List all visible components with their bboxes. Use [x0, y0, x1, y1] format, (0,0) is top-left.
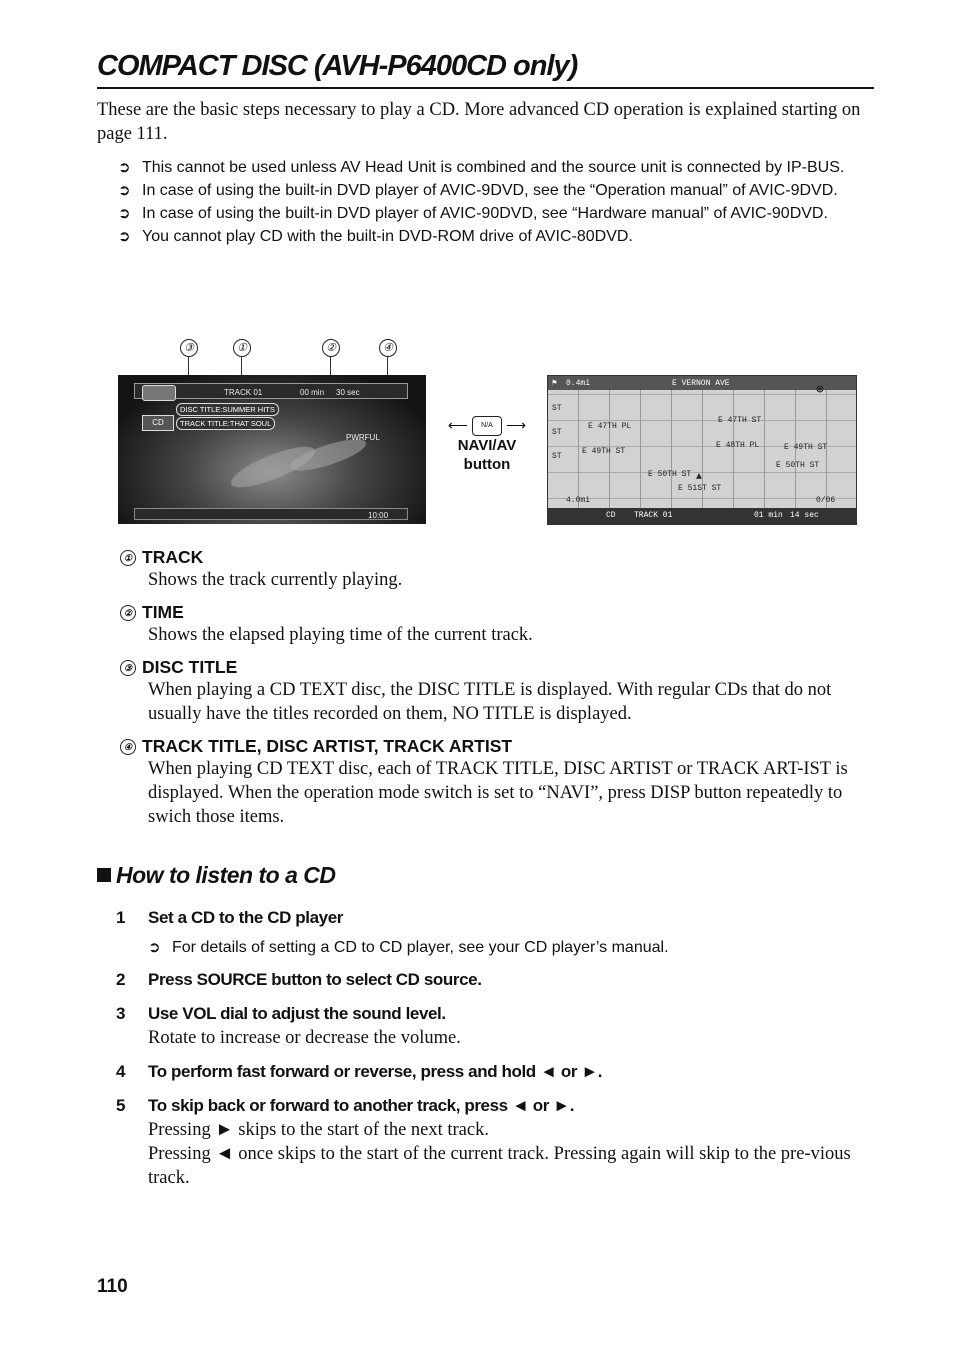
display-item [120, 601, 880, 647]
display-items [120, 546, 880, 838]
step [116, 906, 880, 958]
notes-list [118, 158, 878, 250]
note-arrow-icon: ➲ [148, 939, 161, 956]
navi-av-switch [444, 416, 530, 474]
steps-list [116, 906, 880, 1200]
note-item: ➲ In case of using the built-in DVD player of AVIC-9DVD, see the “Operation manual” of AVIC-9DVD. [118, 182, 838, 199]
section-square-icon [97, 868, 111, 882]
street-label: E 48TH PL [716, 441, 760, 450]
step-number: 2 [116, 970, 126, 989]
street-label: E 47TH PL [588, 422, 632, 431]
intro-paragraph: These are the basic steps necessary to play a CD. More advanced CD operation is explained starting on page 111. [97, 100, 861, 144]
step-description: Pressing ► skips to the start of the next track. [148, 1120, 489, 1140]
step-heading: Use VOL dial to adjust the sound level. [148, 1004, 446, 1023]
item-description: When playing a CD TEXT disc, the DISC TITLE is displayed. With regular CDs that do not usually have the titles recorded on them, NO TITLE is displayed. [148, 680, 832, 724]
step-number: 3 [116, 1004, 126, 1023]
display-item [120, 735, 880, 829]
step-number: 5 [116, 1096, 126, 1115]
item-description: Shows the track currently playing. [148, 570, 403, 590]
disc-title: DISC TITLE:SUMMER HITS [176, 403, 279, 416]
counter: 0/06 [816, 496, 836, 505]
step-heading: To perform fast forward or reverse, press and hold ◄ or ►. [148, 1062, 603, 1081]
note-item: ➲ In case of using the built-in DVD player of AVIC-90DVD, see “Hardware manual” of AVIC-90DVD. [118, 205, 828, 222]
street-label: ST [552, 452, 562, 461]
street-label: E 49TH ST [784, 443, 828, 452]
elapsed-min: 00 min [300, 388, 325, 397]
item-label: TIME [142, 602, 184, 622]
callout-1: ① [233, 339, 251, 357]
switch-arrows [444, 416, 530, 436]
step-number: 1 [116, 908, 126, 927]
step-note: ➲ For details of setting a CD to CD player, see your CD player’s manual. [148, 939, 669, 956]
screen-figure [118, 338, 858, 528]
elapsed-sec: 30 sec [336, 388, 360, 397]
street-label: ST [552, 404, 562, 413]
street-label: ST [552, 428, 562, 437]
page-number: 110 [97, 1276, 128, 1297]
note-item: ➲ This cannot be used unless AV Head Unit is combined and the source unit is connected by IP-BUS. [118, 159, 845, 176]
vehicle-position-icon: ▲ [696, 472, 703, 483]
nav-min: 01 min [754, 511, 783, 520]
section-heading: How to listen to a CD [97, 862, 336, 889]
item-number: ① [120, 550, 136, 566]
nav-track: TRACK 01 [634, 511, 673, 520]
step [116, 1060, 880, 1084]
step-description: Rotate to increase or decrease the volume. [148, 1028, 461, 1048]
item-description: Shows the elapsed playing time of the current track. [148, 625, 533, 645]
item-number: ③ [120, 660, 136, 676]
note-item: ➲ You cannot play CD with the built-in DVD-ROM drive of AVIC-80DVD. [118, 228, 633, 245]
item-label: DISC TITLE [142, 657, 238, 677]
track-number: TRACK 01 [224, 388, 263, 397]
street-top: E VERNON AVE [672, 379, 730, 388]
step-heading: Set a CD to the CD player [148, 908, 343, 927]
step-heading: To skip back or forward to another track, press ◄ or ►. [148, 1096, 575, 1115]
arrow-left-icon: ⟵ [447, 417, 468, 433]
item-number: ② [120, 605, 136, 621]
arrow-right-icon: ⟶ [506, 417, 527, 433]
note-arrow-icon: ➲ [118, 228, 131, 245]
note-arrow-icon: ➲ [118, 205, 131, 222]
switch-label: button [463, 456, 511, 473]
track-title: TRACK TITLE:THAT SOUL [176, 417, 275, 430]
sound-mode: PWRFUL [346, 433, 380, 442]
note-arrow-icon: ➲ [118, 159, 131, 176]
source-label: CD [142, 415, 174, 431]
callout-2: ② [322, 339, 340, 357]
street-label: E 50TH ST [648, 470, 692, 479]
item-number: ④ [120, 739, 136, 755]
street-label: E 47TH ST [718, 416, 762, 425]
distance-bottom: 4.0mi [566, 496, 591, 505]
page-title: COMPACT DISC (AVH-P6400CD only) [97, 50, 874, 89]
street-label: E 51ST ST [678, 484, 722, 493]
clock: 10:00 [368, 511, 389, 520]
compass-icon: ⊛ [816, 382, 824, 397]
callout-4: ④ [379, 339, 397, 357]
av-screen [118, 375, 426, 524]
item-label: TRACK TITLE, DISC ARTIST, TRACK ARTIST [142, 736, 513, 756]
street-label: E 49TH ST [582, 447, 626, 456]
item-label: TRACK [142, 547, 204, 567]
av-bottom-bar [134, 508, 408, 520]
navi-av-button-icon: N/A [472, 416, 502, 436]
note-arrow-icon: ➲ [118, 182, 131, 199]
distance-top: 0.4mi [566, 379, 591, 388]
display-item [120, 656, 880, 726]
step-description: Pressing ◄ once skips to the start of the current track. Pressing again will skip to the pre-vious track. [148, 1144, 851, 1188]
step [116, 968, 880, 992]
source-icon [142, 385, 176, 401]
navigation-screen [547, 375, 857, 525]
callout-3: ③ [180, 339, 198, 357]
item-description: When playing CD TEXT disc, each of TRACK TITLE, DISC ARTIST or TRACK ART-IST is displayed. When the operation mode switch is set to “NAVI”, press DISP button repeatedly to swich those items. [148, 759, 848, 827]
step [116, 1094, 880, 1190]
nav-source: CD [606, 511, 616, 520]
switch-label: NAVI/AV [457, 437, 517, 454]
display-item [120, 546, 880, 592]
street-label: E 50TH ST [776, 461, 820, 470]
flag-icon: ⚑ [552, 379, 557, 388]
step-number: 4 [116, 1062, 126, 1081]
step-heading: Press SOURCE button to select CD source. [148, 970, 482, 989]
step [116, 1002, 880, 1050]
nav-sec: 14 sec [790, 511, 819, 520]
